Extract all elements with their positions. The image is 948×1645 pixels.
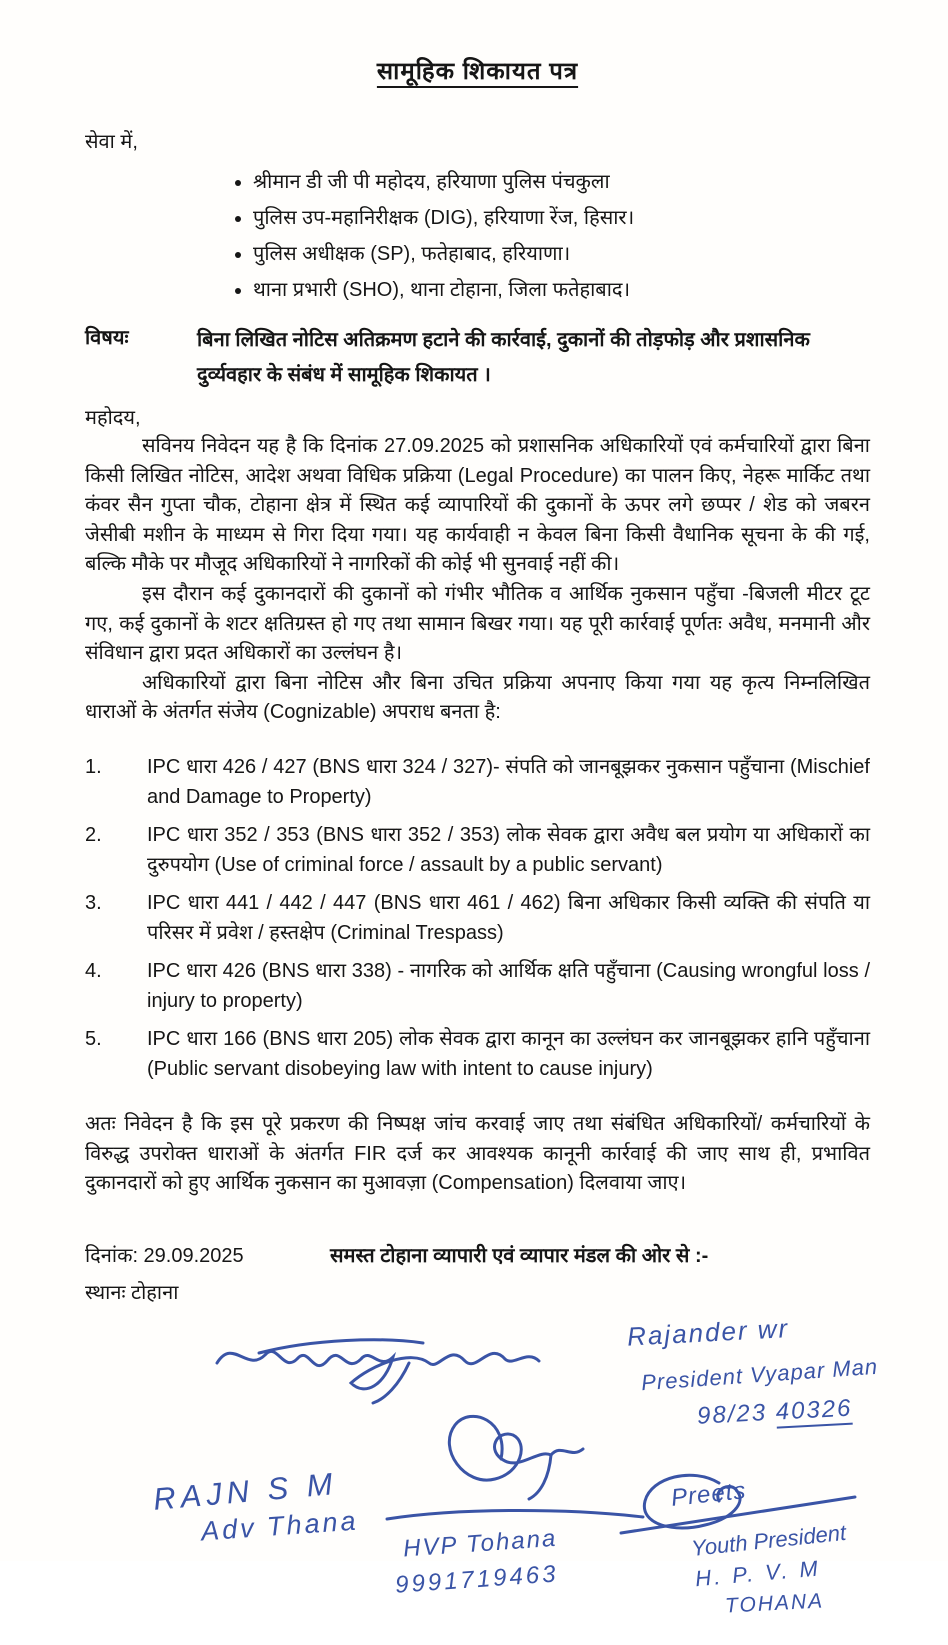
signature-3 (385, 1403, 647, 1599)
signature-5-name: Preets (669, 1476, 748, 1512)
date-line: दिनांक: 29.09.2025 (85, 1244, 244, 1267)
paragraph-incident: सविनय निवेदन यह है कि दिनांक 27.09.2025 को प्रशासनिक अधिकारियों एवं कर्मचारियों द्वारा बिना किसी लिखित नोटिस, आदेश अथवा विधिक प्रक्रिया (Legal Procedure) का पालन किए, नेहरू मार्किट तथा कंवर सैन गुप्ता चौक, टोहाना क्षेत्र में स्थित कई व्यापारियों की दुकानों के ऊपर लगे छप्पर / शेड को जबरन जेसीबी मशीन के माध्यम से गिरा दिया गया। यह कार्यवाही न केवल बिना किसी वैधानिक सूचना के की गई, बल्कि मौके पर मौजूद अधिकारियों ने नागरिकों की कोई भी सुनवाई नहीं की। (85, 435, 870, 576)
subject-label: विषयः (85, 327, 129, 349)
charge-number: 1. (85, 755, 102, 778)
subject-row (85, 323, 870, 393)
paragraph-offences-intro: अधिकारियों द्वारा बिना नोटिस और बिना उचित प्रक्रिया अपनाए किया गया यह कृत्य निम्नलिखित धाराओं के अंतर्गत संजेय (Cognizable) अपराध बनता है: (85, 671, 870, 724)
signature-5-place: TOHANA (724, 1589, 825, 1618)
page-title: सामूहिक शिकायत पत्र (376, 58, 579, 85)
footer-row (85, 1241, 870, 1268)
signature-1 (213, 1319, 543, 1409)
signature-4 (151, 1465, 360, 1547)
signature-4-role: Adv Thana (200, 1505, 360, 1547)
signature-2-phone: 98/23 40326 (696, 1394, 854, 1430)
signature-5 (633, 1467, 863, 1618)
signature-5-role: Youth President (690, 1519, 848, 1561)
charge-item-3 (85, 888, 870, 948)
charge-item-1 (85, 752, 870, 812)
charge-number: 5. (85, 1027, 102, 1050)
signature-3-phone: 9991719463 (394, 1560, 560, 1599)
charges-list (85, 752, 870, 1084)
signature-scribble-icon (421, 1403, 591, 1507)
signature-area (85, 1312, 879, 1645)
greeting: महोदय, (85, 407, 141, 429)
charge-item-5 (85, 1024, 870, 1084)
paragraph-damage: इस दौरान कई दुकानदारों की दुकानों को गंभीर भौतिक व आर्थिक नुकसान पहुँचा -बिजली मीटर टूट गए, कई दुकानों के शटर क्षतिग्रस्त हो गए तथा सामान बिखर गया। यह पूरी कार्रवाई पूर्णतः अवैध, मनमानी और संविधान द्वारा प्रदत अधिकारों का उल्लंघन है। (85, 582, 870, 665)
signature-5-org: H. P. V. M (694, 1555, 822, 1591)
signature-2-role: President Vyapar Man (640, 1353, 879, 1395)
charge-text: IPC धारा 426 (BNS धारा 338) - नागरिक को आर्थिक क्षति पहुँचाना (Causing wrongful loss / injury to property) (147, 959, 870, 1012)
charge-text: IPC धारा 166 (BNS धारा 205) लोक सेवक द्वारा कानून का उल्लंघन कर जानबूझकर हानि पहुँचाना (Public servant disobeying law with intent to cause injury) (147, 1027, 870, 1080)
recipient-dgp: • श्रीमान डी जी पी महोदय, हरियाणा पुलिस पंचकुला (253, 170, 870, 195)
signature-2-name: Rajander wr (626, 1312, 790, 1352)
charge-number: 2. (85, 823, 102, 846)
charge-text: IPC धारा 426 / 427 (BNS धारा 324 / 327)- संपति को जानबूझकर नुकसान पहुँचाना (Mischief and Damage to Property) (147, 755, 870, 808)
recipient-dig: • पुलिस उप-महानिरीक्षक (DIG), हरियाणा रेंज, हिसार। (253, 206, 870, 231)
from-line: समस्त टोहाना व्यापारी एवं व्यापार मंडल की ओर से :- (330, 1244, 709, 1267)
charge-item-2 (85, 820, 870, 880)
recipient-list (85, 170, 870, 303)
signature-2 (626, 1312, 879, 1430)
charge-text: IPC धारा 441 / 442 / 447 (BNS धारा 461 / 462) बिना अधिकार किसी व्यक्ति की संपति या परिसर में प्रवेश / हस्तक्षेप (Criminal Trespass) (147, 891, 870, 944)
subject-text: बिना लिखित नोटिस अतिक्रमण हटाने की कार्रवाई, दुकानों की तोड़फोड़ और प्रशासनिक दुर्व्यवहार के संबंध में सामूहिक शिकायत । (197, 329, 810, 386)
charge-item-4 (85, 956, 870, 1016)
signature-scribble-icon (213, 1319, 543, 1409)
salutation: सेवा में, (85, 131, 138, 153)
charge-number: 3. (85, 891, 102, 914)
paragraph-request: अतः निवेदन है कि इस पूरे प्रकरण की निष्पक्ष जांच करवाई जाए तथा संबंधित अधिकारियों/ कर्मचारियों के विरुद्ध उपरोक्त धाराओं के अंतर्गत FIR दर्ज कर आवश्यक कानूनी कार्रवाई की जाए साथ ही, प्रभावित दुकानदारों को हुए आर्थिक नुकसान का मुआवज़ा (Compensation) दिलवाया जाए। (85, 1112, 870, 1195)
signature-5-loop (633, 1467, 863, 1525)
signature-4-name: RAJN S M (151, 1465, 339, 1517)
recipient-sp: • पुलिस अधीक्षक (SP), फतेहाबाद, हरियाणा। (253, 242, 870, 267)
charge-text: IPC धारा 352 / 353 (BNS धारा 352 / 353) लोक सेवक द्वारा अवैध बल प्रयोग या अधिकारों का दुरुपयोग (Use of criminal force / assault by a public servant) (147, 823, 870, 876)
place-line: स्थानः टोहाना (85, 1281, 179, 1304)
recipient-sho: • थाना प्रभारी (SHO), थाना टोहाना, जिला फतेहाबाद। (253, 278, 870, 303)
charge-number: 4. (85, 959, 102, 982)
signature-3-org: HVP Tohana (402, 1524, 559, 1563)
